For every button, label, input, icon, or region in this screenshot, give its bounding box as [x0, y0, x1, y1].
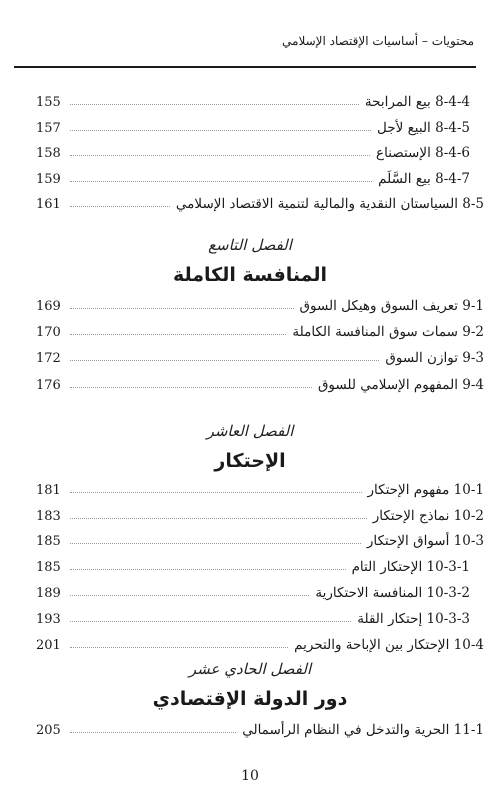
toc-entry	[36, 579, 470, 601]
toc-leader-dots	[70, 621, 351, 622]
chapter-label: الفصل التاسع	[208, 236, 292, 254]
chapter-title: المنافسة الكاملة	[172, 264, 328, 286]
page-number: 10	[241, 768, 259, 784]
toc-leader-dots	[70, 492, 362, 493]
toc-entry-page: 155	[36, 95, 61, 110]
toc-entry-text: 9-1 تعريف السوق وهيكل السوق	[299, 298, 484, 314]
toc-entry	[36, 605, 470, 627]
toc-entry-text: 8-4-4 بيع المرابحة	[364, 94, 470, 110]
toc-entry	[36, 502, 484, 524]
toc-leader-dots	[70, 595, 309, 596]
toc-leader-dots	[70, 308, 294, 309]
toc-entry-text: 11-1 الحرية والتدخل في النظام الرأسمالي	[242, 722, 484, 738]
toc-entry-page: 185	[36, 560, 61, 575]
toc-entry-text: 10-3-2 المنافسة الاحتكارية	[315, 585, 470, 601]
chapter-title: الإحتكار	[214, 450, 286, 472]
toc-entry	[36, 318, 484, 340]
toc-entry-text: 9-3 توازن السوق	[385, 350, 484, 366]
toc-entry-text: 10-1 مفهوم الإحتكار	[367, 482, 484, 498]
toc-entry-text: 8-4-6 الإستصناع	[376, 145, 470, 161]
toc-entry	[36, 476, 484, 498]
toc-entry	[36, 631, 484, 653]
toc-leader-dots	[70, 387, 312, 388]
toc-entry-text: 10-3-1 الإحتكار التام	[351, 559, 470, 575]
toc-entry	[36, 527, 484, 549]
toc-leader-dots	[70, 543, 361, 544]
chapter-title: دور الدولة الإقتصادي	[152, 688, 348, 710]
toc-entry-page: 169	[36, 299, 61, 314]
toc-entry-page: 176	[36, 378, 61, 393]
toc-entry	[36, 344, 484, 366]
header-rule	[14, 66, 476, 68]
toc-leader-dots	[70, 569, 346, 570]
toc-entry	[36, 139, 470, 161]
chapter-label: الفصل العاشر	[206, 422, 294, 440]
toc-entry-text: 9-2 سمات سوق المنافسة الكاملة	[292, 324, 484, 340]
toc-leader-dots	[70, 732, 236, 733]
toc-entry-page: 181	[36, 483, 61, 498]
toc-entry-page: 172	[36, 351, 61, 366]
toc-entry-text: 10-3-3 إحتكار القلة	[357, 611, 470, 627]
toc-entry-page: 170	[36, 325, 61, 340]
toc-entry	[36, 292, 484, 314]
toc-entry-page: 157	[36, 121, 61, 136]
toc-leader-dots	[70, 334, 286, 335]
toc-leader-dots	[70, 518, 367, 519]
toc-entry	[36, 88, 470, 110]
toc-entry-text: 8-5 السياستان النقدية والمالية لتنمية الاقتصاد الإسلامي	[175, 196, 484, 212]
toc-entry-page: 205	[36, 723, 61, 738]
toc-leader-dots	[70, 155, 370, 156]
toc-entry-page: 189	[36, 586, 61, 601]
toc-entry	[36, 553, 470, 575]
toc-entry	[36, 190, 484, 212]
chapter-label: الفصل الحادي عشر	[188, 660, 312, 678]
toc-leader-dots	[70, 130, 371, 131]
toc-entry-page: 193	[36, 612, 61, 627]
toc-entry-page: 183	[36, 509, 61, 524]
toc-entry-page: 158	[36, 146, 61, 161]
toc-entry	[36, 114, 470, 136]
running-header: محتويات – أساسيات الإقتصاد الإسلامي	[282, 34, 474, 48]
toc-entry-page: 161	[36, 197, 61, 212]
toc-entry-text: 9-4 المفهوم الإسلامي للسوق	[317, 377, 484, 393]
toc-leader-dots	[70, 181, 372, 182]
toc-entry-text: 10-3 أسواق الإحتكار	[366, 533, 484, 549]
toc-entry-text: 8-4-5 البيع لأجل	[377, 120, 470, 136]
toc-entry-text: 8-4-7 بيع السَّلَم	[378, 171, 470, 187]
toc-entry-page: 185	[36, 534, 61, 549]
toc-leader-dots	[70, 647, 288, 648]
toc-entry	[36, 371, 484, 393]
toc-entry-page: 159	[36, 172, 61, 187]
toc-leader-dots	[70, 104, 359, 105]
toc-leader-dots	[70, 360, 379, 361]
toc-entry-text: 10-4 الإحتكار بين الإباحة والتحريم	[294, 637, 484, 653]
toc-leader-dots	[70, 206, 170, 207]
toc-entry	[36, 165, 470, 187]
toc-entry-text: 10-2 نماذج الإحتكار	[372, 508, 484, 524]
toc-entry	[36, 716, 484, 738]
toc-entry-page: 201	[36, 638, 61, 653]
